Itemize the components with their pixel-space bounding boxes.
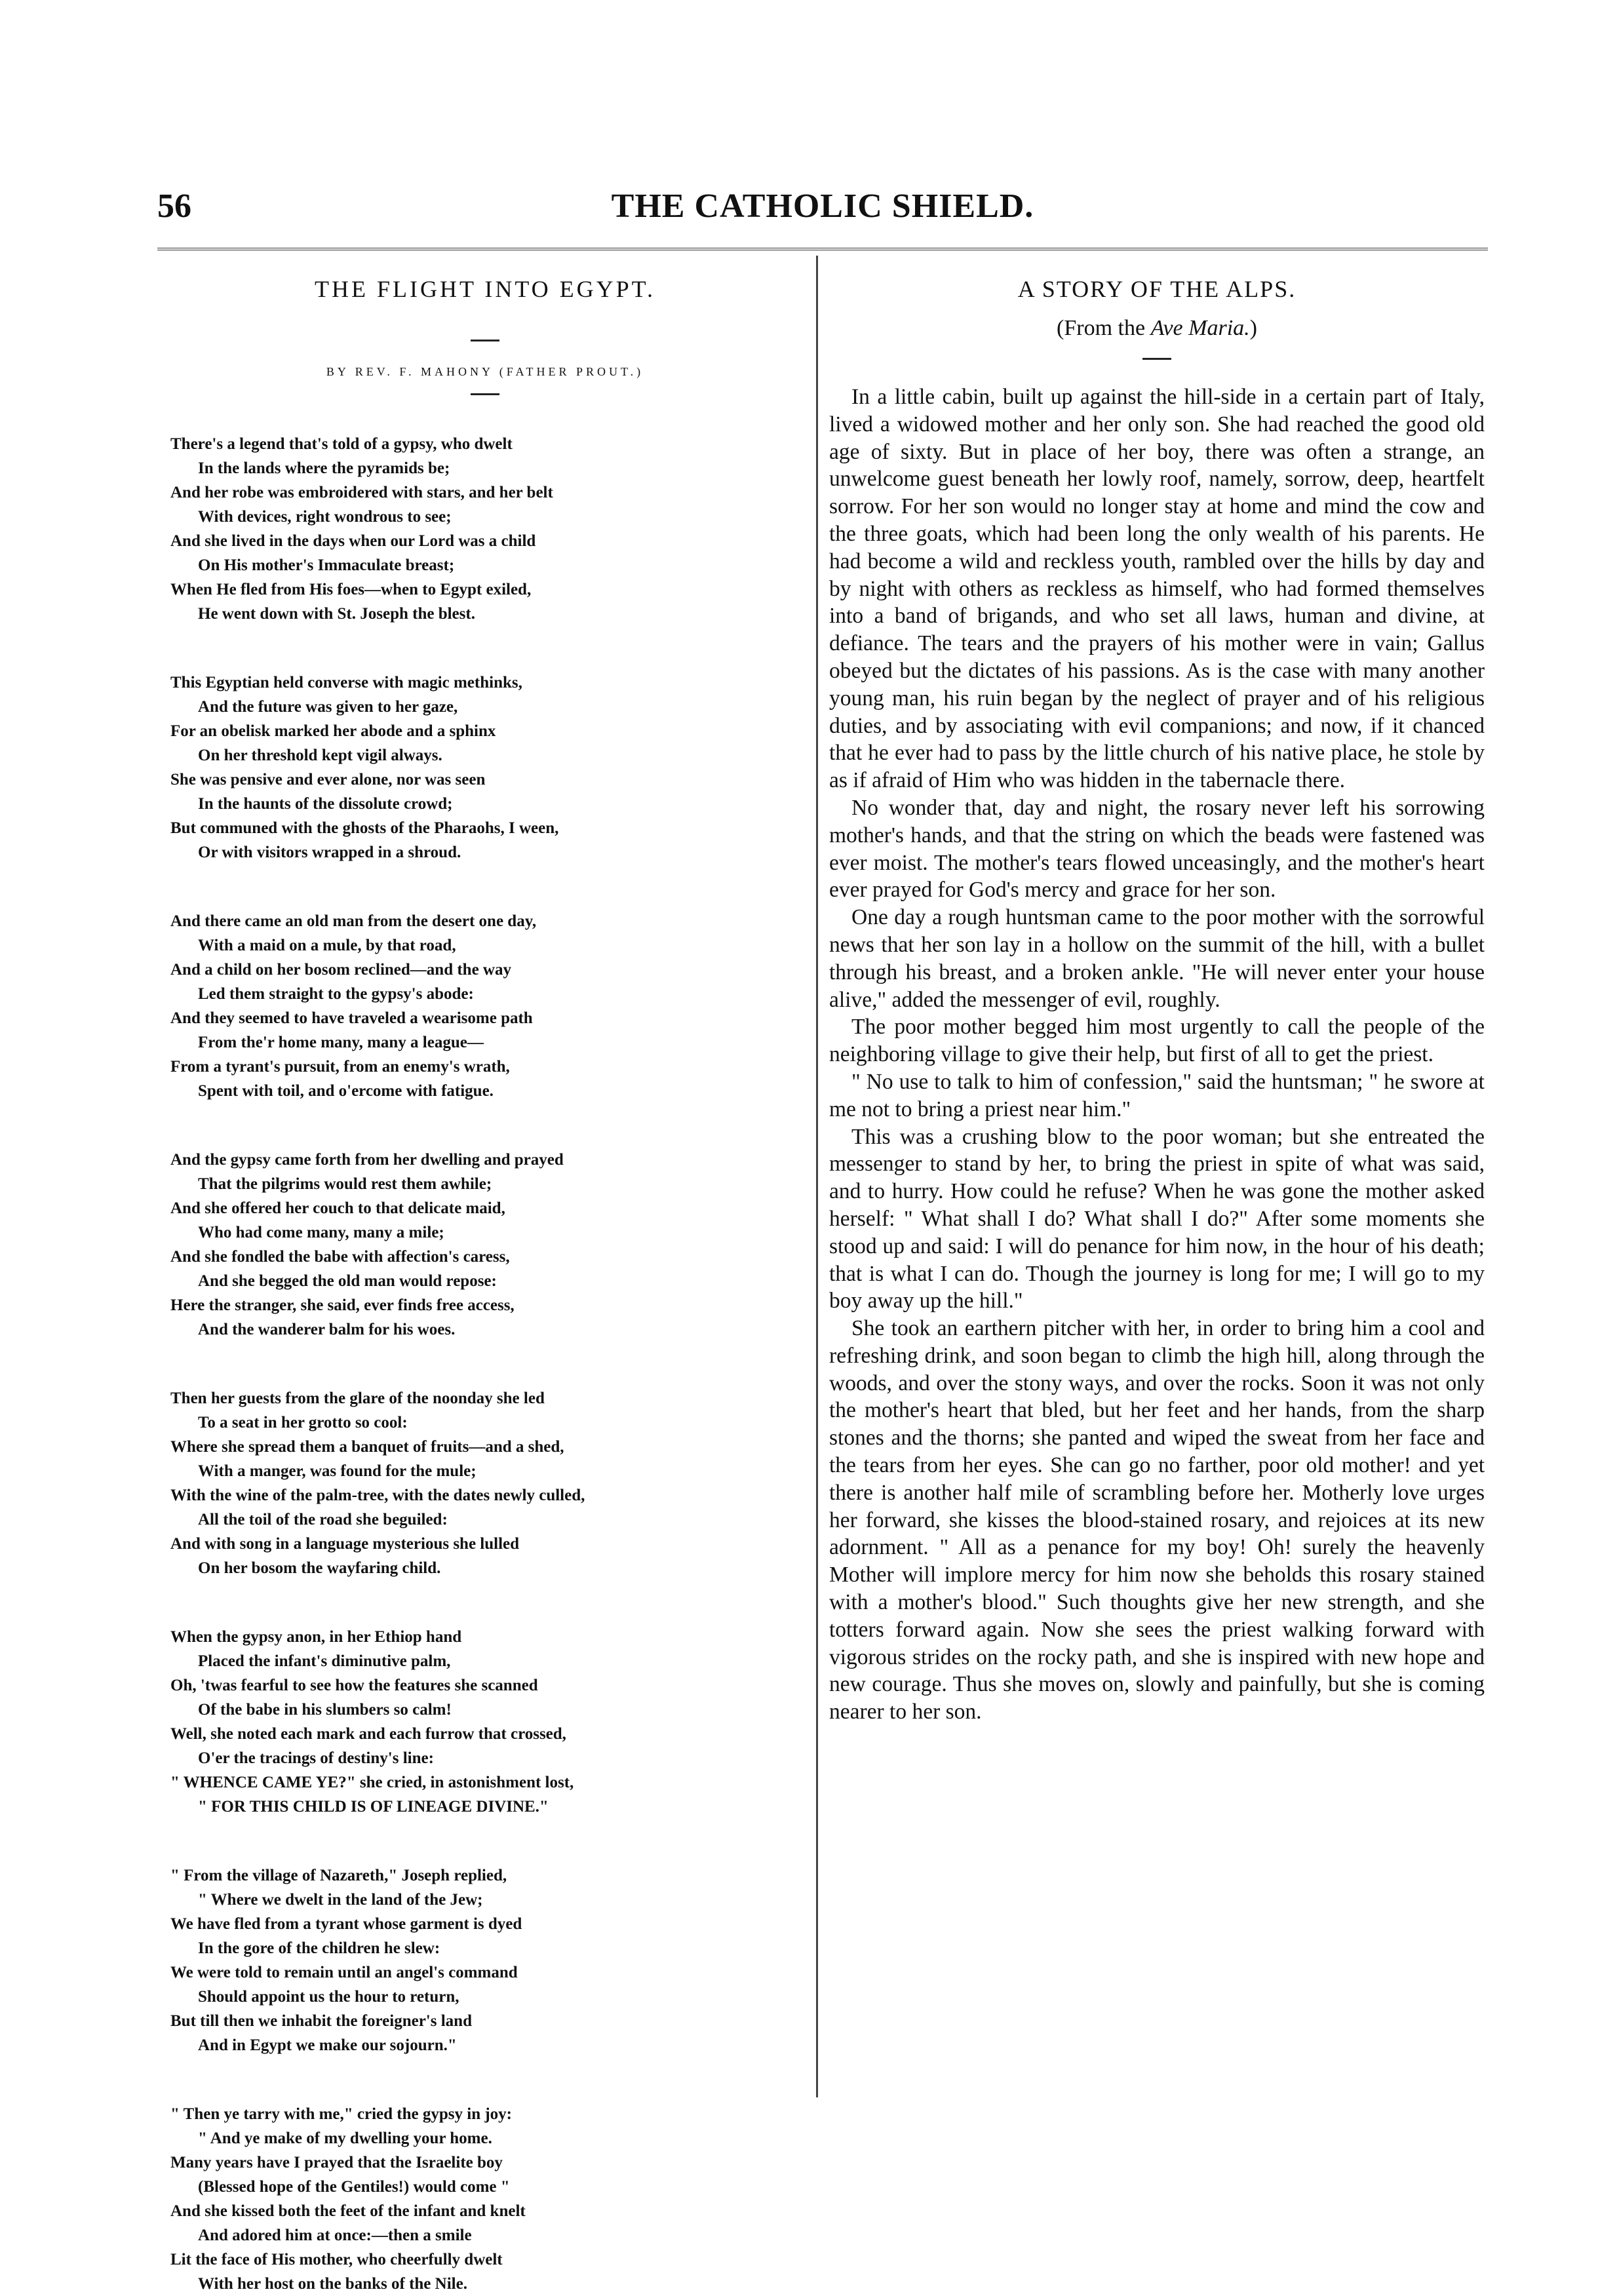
poem-line: And with song in a language mysterious she lulled bbox=[170, 1535, 520, 1553]
poem-line: With her host on the banks of the Nile. bbox=[198, 2275, 467, 2293]
stanza bbox=[170, 1148, 800, 1342]
story-source bbox=[829, 316, 1485, 341]
page-number: 56 bbox=[157, 187, 191, 225]
poem-line: When He fled from His foes—when to Egypt exiled, bbox=[170, 581, 532, 598]
poem-line: This Egyptian held converse with magic methinks, bbox=[170, 674, 522, 691]
poem-line: In the lands where the pyramids be; bbox=[198, 459, 450, 477]
poem-line: Or with visitors wrapped in a shroud. bbox=[198, 844, 461, 861]
poem-line: And she fondled the babe with affection's caress, bbox=[170, 1248, 510, 1266]
poem-line: And she offered her couch to that delicate maid, bbox=[170, 1199, 505, 1217]
title-dash bbox=[471, 340, 499, 341]
left-column bbox=[170, 275, 800, 2296]
poem-line: To a seat in her grotto so cool: bbox=[198, 1414, 408, 1431]
poem-line: Oh, 'twas fearful to see how the features she scanned bbox=[170, 1677, 538, 1694]
story-paragraph: " No use to talk to him of confession," said the huntsman; " he swore at me not to bring a priest near him." bbox=[829, 1069, 1485, 1121]
poem-line: And adored him at once:—then a smile bbox=[198, 2227, 472, 2244]
stanza bbox=[170, 671, 800, 865]
stanza bbox=[170, 432, 800, 626]
poem-line: Who had come many, many a mile; bbox=[198, 1224, 444, 1241]
poem-line: " Where we dwelt in the land of the Jew; bbox=[198, 1891, 483, 1909]
source-dash bbox=[1142, 358, 1171, 360]
poem-line: On her bosom the wayfaring child. bbox=[198, 1559, 441, 1577]
poem-line: In the gore of the children he slew: bbox=[198, 1939, 440, 1957]
header-rule bbox=[157, 248, 1488, 250]
stanza bbox=[170, 1386, 800, 1580]
poem-line: But communed with the ghosts of the Pharaohs, I ween, bbox=[170, 819, 559, 837]
poem-line: On her threshold kept vigil always. bbox=[198, 747, 442, 764]
poem-line: Led them straight to the gypsy's abode: bbox=[198, 985, 474, 1003]
poem-line: From the'r home many, many a league— bbox=[198, 1034, 484, 1051]
poem-line: And she kissed both the feet of the infant and knelt bbox=[170, 2202, 526, 2220]
poem-line: We have fled from a tyrant whose garment is dyed bbox=[170, 1915, 522, 1933]
poem-line: Then her guests from the glare of the noonday she led bbox=[170, 1390, 545, 1407]
story-paragraph: In a little cabin, built up against the hill-side in a certain part of Italy, lived a widowed mother and her only son. She had reached the good old age of sixty. But in place of her boy, there was often a strange, an unwelcome guest beneath her lowly roof, namely, sorrow, deep, heartfelt sorrow. For her son would no longer stay at home and mind the cow and the three goats, which had been long the only wealth of his parents. He had become a wild and reckless youth, rambled over the hills by day and by night with others as reckless as himself, who had formed themselves into a band of brigands, and who set all laws, human and divine, at defiance. The tears and the prayers of his mother were in vain; Gallus obeyed but the dictates of his passions. As is the case with many another young man, his ruin began by the neglect of prayer and of his religious duties, and by associating with evil companions; and now, if it chanced that he ever had to pass by the little church of his native place, he stole by as if afraid of Him who was hidden in the tabernacle there. bbox=[829, 385, 1485, 793]
poem-line: And she lived in the days when our Lord was a child bbox=[170, 532, 536, 550]
poem-line: And the wanderer balm for his woes. bbox=[198, 1321, 456, 1338]
poem-line: And she begged the old man would repose: bbox=[198, 1272, 497, 1290]
poem-line: He went down with St. Joseph the blest. bbox=[198, 605, 475, 623]
poem-line: And a child on her bosom reclined—and the way bbox=[170, 961, 511, 979]
poem-line: O'er the tracings of destiny's line: bbox=[198, 1749, 434, 1767]
poem-line: There's a legend that's told of a gypsy, who dwelt bbox=[170, 435, 513, 453]
column-divider bbox=[816, 256, 818, 2097]
story-paragraph: One day a rough huntsman came to the poor mother with the sorrowful news that her son lay in a hollow on the summit of the hill, with a bullet through his breast, and a broken ankle. "He will never enter your house alive," added the messenger of evil, roughly. bbox=[829, 905, 1485, 1012]
source-italic: Ave Maria. bbox=[1150, 316, 1250, 340]
poem-line: All the toil of the road she beguiled: bbox=[198, 1511, 448, 1528]
byline-dash bbox=[471, 393, 499, 395]
page-header bbox=[157, 187, 1488, 239]
poem-line: And the future was given to her gaze, bbox=[198, 698, 458, 716]
poem-line: That the pilgrims would rest them awhile; bbox=[198, 1175, 492, 1193]
story-title: A STORY OF THE ALPS. bbox=[1017, 276, 1297, 302]
poem-line: With a manger, was found for the mule; bbox=[198, 1462, 477, 1480]
poem-line: In the haunts of the dissolute crowd; bbox=[198, 795, 453, 813]
poem-line: Well, she noted each mark and each furrow that crossed, bbox=[170, 1725, 566, 1743]
poem-line: (Blessed hope of the Gentiles!) would come " bbox=[198, 2178, 510, 2196]
poem-line: And there came an old man from the desert one day, bbox=[170, 912, 537, 930]
poem-line: Of the babe in his slumbers so calm! bbox=[198, 1701, 452, 1719]
poem-line: On His mother's Immaculate breast; bbox=[198, 556, 455, 574]
story-paragraph: No wonder that, day and night, the rosary never left his sorrowing mother's hands, and that the string on which the beads were fastened was ever moist. The mother's tears flowed unceasingly, and the mother's heart ever prayed for God's mercy and grace for her son. bbox=[829, 795, 1485, 903]
poem-byline: BY REV. F. MAHONY (FATHER PROUT.) bbox=[326, 365, 644, 378]
poem-line: Many years have I prayed that the Israelite boy bbox=[170, 2154, 503, 2171]
stanza bbox=[170, 1625, 800, 1819]
poem-line: " WHENCE CAME YE?" she cried, in astonishment lost, bbox=[170, 1774, 574, 1791]
poem-line: " Then ye tarry with me," cried the gypsy in joy: bbox=[170, 2105, 512, 2123]
poem-line: " And ye make of my dwelling your home. bbox=[198, 2130, 492, 2147]
story-paragraph: She took an earthern pitcher with her, in order to bring him a cool and refreshing drink, and soon began to climb the high hill, along through the woods, and over the stony ways, and over the rocks. Soon it was not only the mother's heart that bled, but her feet and her hands, from the sharp stones and the thorns; she panted and wiped the sweat from her face and the tears from her eyes. She can go no farther, poor old mother! and yet there is another half mile of scrambling before her. Motherly love urges her forward, she kisses the blood-stained rosary, and rejoices at its new adornment. " All as a penance for my boy! Oh! surely the heavenly Mother will implore mercy for him now she beholds this rosary stained with a mother's blood." Such thoughts give her new strength, and she totters forward again. Now she sees the priest walking forward with vigorous strides on the rocky path, and she is inspired with new hope and new courage. Thus she moves on, slowly and painfully, but she is coming nearer to her son. bbox=[829, 1316, 1485, 1724]
right-column bbox=[829, 275, 1485, 1726]
poem-line: And in Egypt we make our sojourn." bbox=[198, 2036, 457, 2054]
poem-line: With devices, right wondrous to see; bbox=[198, 508, 452, 526]
poem-line: But till then we inhabit the foreigner's land bbox=[170, 2012, 472, 2030]
stanza bbox=[170, 909, 800, 1103]
source-prefix: (From the bbox=[1057, 316, 1151, 340]
poem-line: We were told to remain until an angel's command bbox=[170, 1964, 518, 1981]
story-body bbox=[829, 383, 1485, 1726]
poem-line: With a maid on a mule, by that road, bbox=[198, 937, 456, 954]
poem-line: Spent with toil, and o'ercome with fatigue. bbox=[198, 1082, 494, 1100]
poem-title: THE FLIGHT INTO EGYPT. bbox=[315, 276, 655, 302]
poem-line: Here the stranger, she said, ever finds free access, bbox=[170, 1296, 515, 1314]
poem-line: Where she spread them a banquet of fruits—and a shed, bbox=[170, 1438, 564, 1456]
story-paragraph: The poor mother begged him most urgently to call the people of the neighboring village to give their help, but first of all to get the priest. bbox=[829, 1015, 1485, 1067]
poem-line: With the wine of the palm-tree, with the dates newly culled, bbox=[170, 1487, 585, 1504]
poem-line: And her robe was embroidered with stars, and her belt bbox=[170, 484, 553, 501]
poem-line: For an obelisk marked her abode and a sphinx bbox=[170, 722, 496, 740]
poem-line: She was pensive and ever alone, nor was seen bbox=[170, 771, 486, 788]
source-suffix: ) bbox=[1249, 316, 1257, 340]
poem-line: And they seemed to have traveled a wearisome path bbox=[170, 1009, 533, 1027]
poem-line: Lit the face of His mother, who cheerfully dwelt bbox=[170, 2251, 503, 2268]
poem-body bbox=[170, 432, 800, 2296]
stanza bbox=[170, 1863, 800, 2057]
poem-line: And the gypsy came forth from her dwelling and prayed bbox=[170, 1151, 564, 1169]
poem-line: From a tyrant's pursuit, from an enemy's wrath, bbox=[170, 1058, 510, 1076]
poem-line: " FOR THIS CHILD IS OF LINEAGE DIVINE." bbox=[198, 1798, 549, 1816]
stanza bbox=[170, 2102, 800, 2296]
poem-line: Placed the infant's diminutive palm, bbox=[198, 1652, 451, 1670]
poem-line: When the gypsy anon, in her Ethiop hand bbox=[170, 1628, 462, 1646]
poem-line: " From the village of Nazareth," Joseph replied, bbox=[170, 1867, 507, 1884]
running-title: THE CATHOLIC SHIELD. bbox=[611, 187, 1034, 225]
poem-line: Should appoint us the hour to return, bbox=[198, 1988, 459, 2006]
story-paragraph: This was a crushing blow to the poor woman; but she entreated the messenger to stand by her, to bring the priest in spite of what was said, and to hurry. How could he refuse? When he was gone the mother asked herself: " What shall I do? What shall I do?" After some moments she stood up and said: I will do penance for him now, in the hour of his death; that is what I can do. Though the journey is long for me; I will go to my boy away up the hill." bbox=[829, 1124, 1485, 1313]
